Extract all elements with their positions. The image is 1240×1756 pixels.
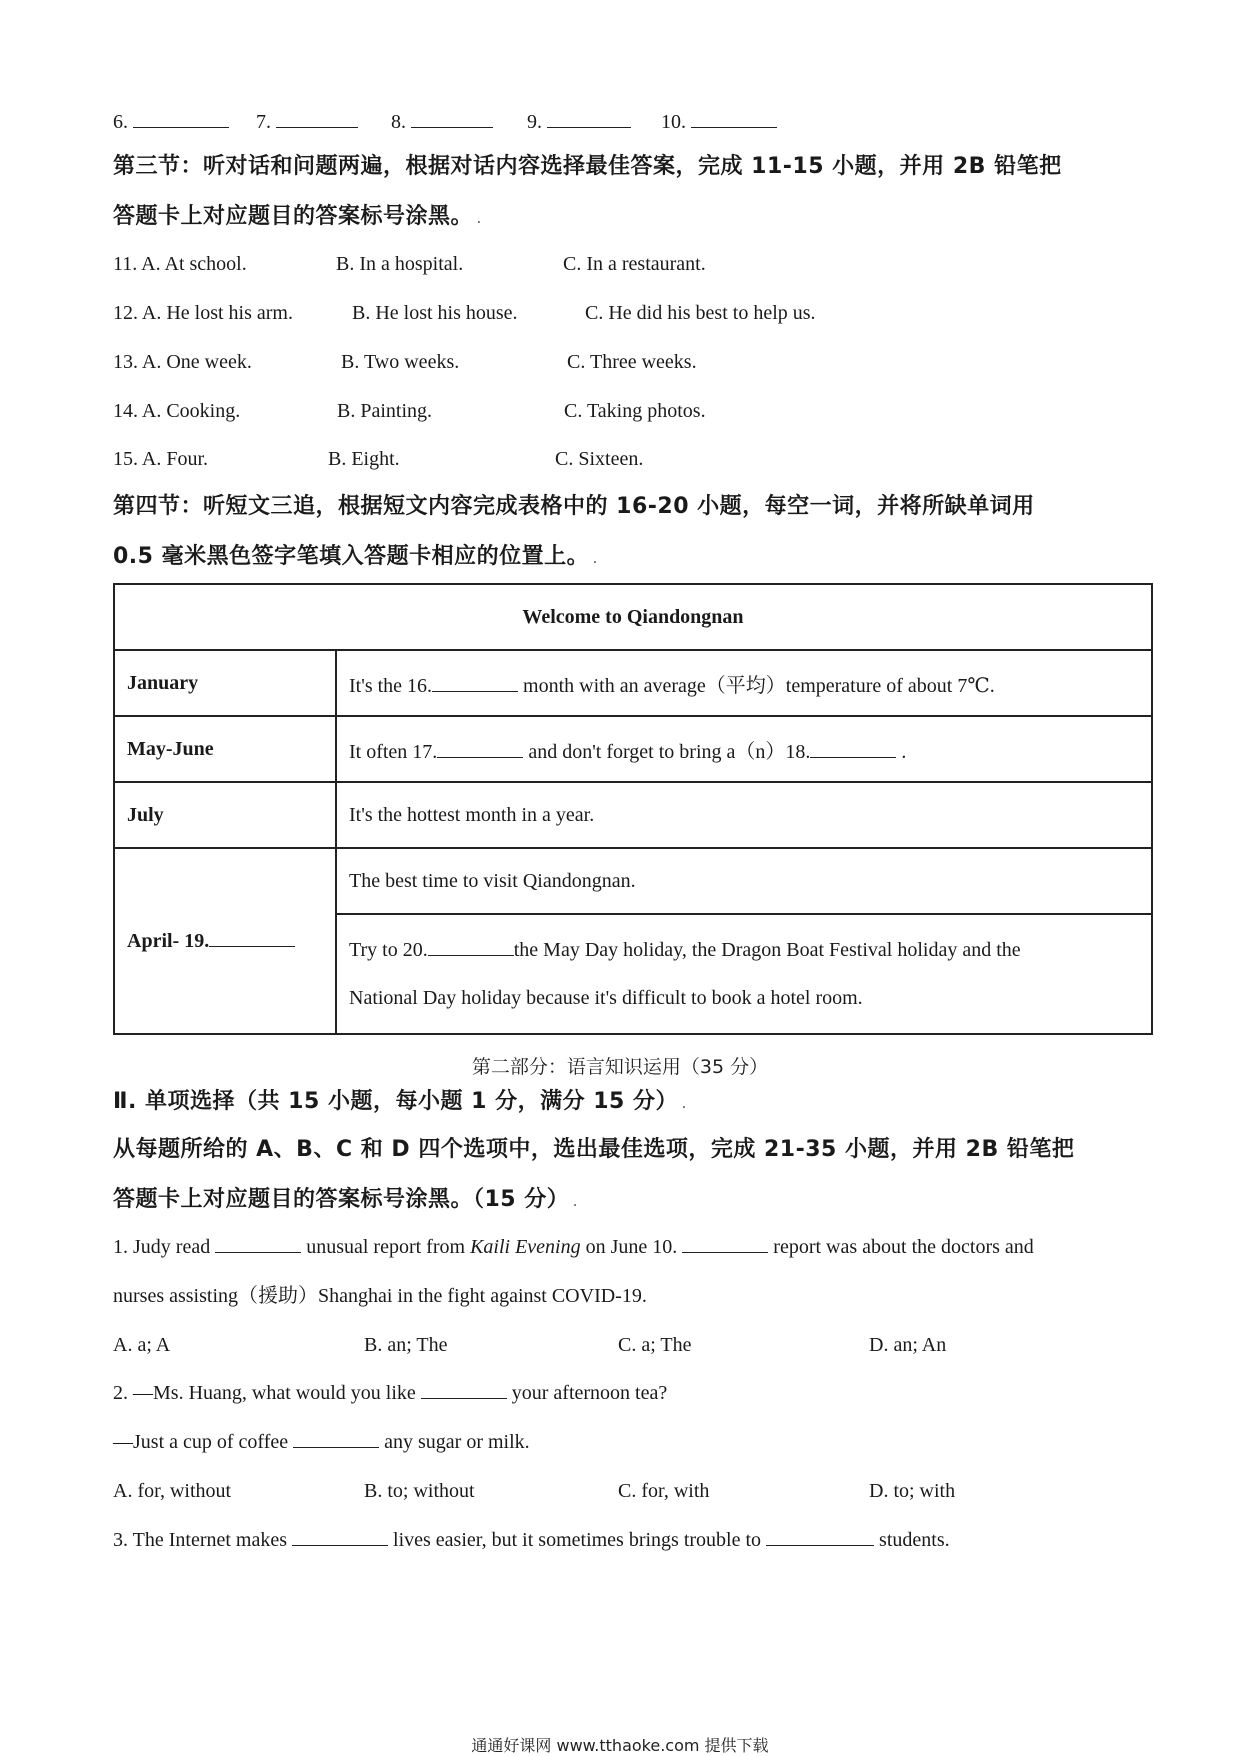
option-a: 11. A. At school. [113, 253, 247, 275]
option-a: A. for, without [113, 1480, 232, 1502]
option-c: C. a; The [618, 1334, 692, 1356]
question-3-line1: 3. The Internet makes lives easier, but it sometimes brings trouble to students. [113, 1529, 950, 1551]
blank-8: 8. [391, 112, 493, 132]
option-c: C. for, with [618, 1480, 710, 1502]
part2-title: 第二部分：语言知识运用（35 分） [471, 1056, 769, 1078]
option-b: B. an; The [364, 1334, 448, 1356]
option-c: C. Taking photos. [564, 400, 706, 422]
qiandongnan-table [113, 583, 1153, 1035]
section2-instruction-line1: 从每题所给的 A、B、C 和 D 四个选项中，选出最佳选项，完成 21-35 小题，并用 2B 铅笔把 [113, 1137, 1075, 1162]
option-b: B. He lost his house. [352, 302, 518, 324]
table-row [114, 650, 1152, 716]
row-label-may-june: May-June [114, 716, 336, 782]
newspaper-name: Kaili Evening [470, 1236, 581, 1258]
table-row [114, 782, 1152, 848]
blank-7: 7. [256, 112, 358, 132]
row-text-july: It's the hottest month in a year. [336, 782, 1152, 848]
blank-10: 10. [661, 112, 777, 132]
section2-instruction-line2: 答题卡上对应题目的答案标号涂黑。（15 分） . [113, 1187, 578, 1212]
question-1-line1: 1. Judy read unusual report from Kaili Evening on June 10. report was about the doctors and [113, 1236, 1034, 1258]
option-b: B. Painting. [337, 400, 433, 422]
section3-instruction-line2: 答题卡上对应题目的答案标号涂黑。 . [113, 204, 482, 229]
row-label-april: April- 19. [114, 848, 336, 1034]
option-b: B. Two weeks. [341, 351, 460, 373]
row-label-july: July [114, 782, 336, 848]
option-c: C. In a restaurant. [563, 253, 706, 275]
option-a: A. a; A [113, 1334, 171, 1356]
question-1-line2: nurses assisting（援助）Shanghai in the fight against COVID-19. [113, 1285, 647, 1307]
footer-watermark: 通通好课网 www.tthaoke.com 提供下载 [471, 1736, 769, 1755]
option-c: C. He did his best to help us. [585, 302, 816, 324]
option-c: C. Sixteen. [555, 448, 644, 470]
option-b: B. to; without [364, 1480, 475, 1502]
question-2-line2: —Just a cup of coffee any sugar or milk. [113, 1431, 530, 1453]
option-a: 12. A. He lost his arm. [113, 302, 293, 324]
option-c: C. Three weeks. [567, 351, 697, 373]
question-2-line1: 2. —Ms. Huang, what would you like your afternoon tea? [113, 1382, 668, 1404]
row-text-may-june: It often 17. and don't forget to bring a（n）18. . [336, 716, 1152, 782]
option-a: 15. A. Four. [113, 448, 209, 470]
option-b: B. In a hospital. [336, 253, 464, 275]
row-text-best-time: The best time to visit Qiandongnan. [336, 848, 1152, 914]
blank-9: 9. [527, 112, 631, 132]
option-b: B. Eight. [328, 448, 400, 470]
blank-6: 6. [113, 112, 229, 132]
option-a: 13. A. One week. [113, 351, 252, 373]
option-a: 14. A. Cooking. [113, 400, 241, 422]
option-d: D. to; with [869, 1480, 956, 1502]
option-d: D. an; An [869, 1334, 947, 1356]
section4-instruction-line1: 第四节：听短文三追，根据短文内容完成表格中的 16-20 小题，每空一词，并将所缺单词用 [113, 494, 1035, 519]
section3-instruction-line1: 第三节：听对话和问题两遍，根据对话内容选择最佳答案，完成 11-15 小题，并用 2B 铅笔把 [113, 154, 1062, 179]
section4-instruction-line2: 0.5 毫米黑色签字笔填入答题卡相应的位置上。 . [113, 544, 598, 569]
row-text-january: It's the 16. month with an average（平均）temperature of about 7℃. [336, 650, 1152, 716]
section2-heading: Ⅱ. 单项选择（共 15 小题，每小题 1 分，满分 15 分） . [113, 1089, 687, 1114]
table-row [114, 848, 1152, 914]
row-text-try-to: Try to 20. the May Day holiday, the Dragon Boat Festival holiday and the National Day holiday because it's difficult to book a hotel room. [336, 914, 1152, 1034]
table-title: Welcome to Qiandongnan [114, 584, 1152, 650]
row-label-january: January [114, 650, 336, 716]
table-row [114, 716, 1152, 782]
